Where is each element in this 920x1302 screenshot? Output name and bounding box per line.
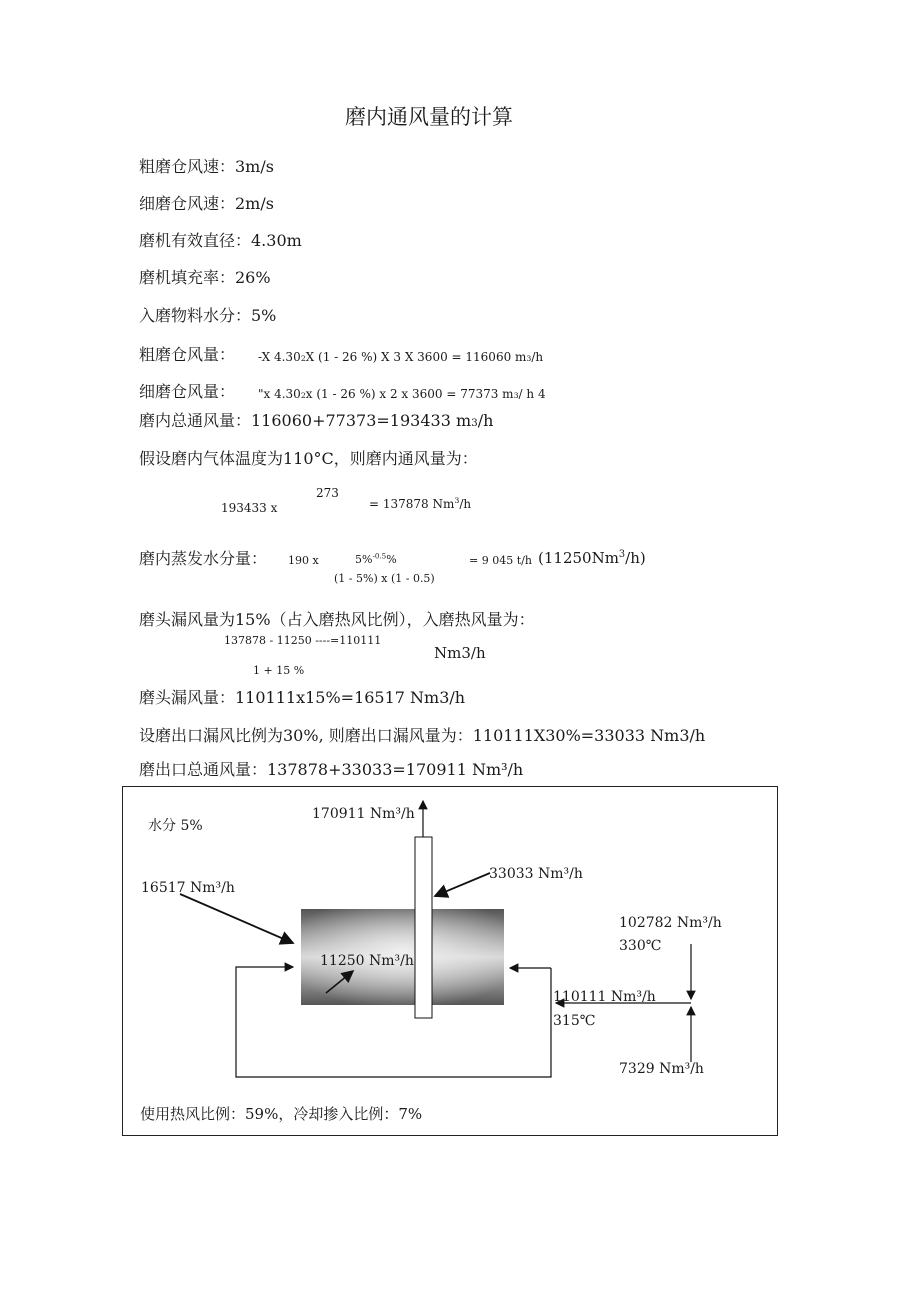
std-numerator: 273 <box>316 486 339 500</box>
coarse-air-sub2: 3 <box>526 354 532 363</box>
flow-diagram <box>122 786 778 1136</box>
evap-num-sup: -0.5 <box>372 551 387 561</box>
diagram-outlet-leak: 33033 Nm³/h <box>489 866 583 882</box>
coarse-air-post: /h <box>531 350 544 364</box>
coarse-air-pre: -X 4.30 <box>258 350 301 364</box>
std-right-sup: 3 <box>454 496 460 505</box>
fine-air-post: / h 4 <box>518 387 546 401</box>
evap-paren-post: /h) <box>625 549 646 567</box>
fine-air-sub2: 3 <box>513 391 519 400</box>
diagram-hot-in: 102782 Nm³/h <box>619 915 722 931</box>
diagram-moisture: 水分 5% <box>148 818 203 834</box>
evap-num: 5% <box>355 553 373 566</box>
fine-air-mid: x (1 - 26 %) x 2 x 3600 = 77373 m <box>305 387 514 401</box>
fine-air-sub: 2 <box>300 391 306 400</box>
assume-temp-line: 假设磨内气体温度为110°C，则磨内通风量为： <box>139 449 478 468</box>
diagram-hot-temp: 330℃ <box>619 938 662 954</box>
evap-paren <box>538 551 646 566</box>
total-air-sub: 3 <box>471 417 478 429</box>
std-right <box>369 498 471 510</box>
std-left: 193433 x <box>221 501 278 515</box>
diameter-line: 磨机有效直径：4.30m <box>139 231 302 250</box>
fine-air-pre: "x 4.30 <box>258 387 301 401</box>
head-leak-line: 磨头漏风量：110111x15%=16517 Nm3/h <box>139 688 466 707</box>
evap-numerator <box>355 551 397 566</box>
evap-label: 磨内蒸发水分量： <box>139 549 268 568</box>
coarse-speed-line: 粗磨仓风速：3m/s <box>139 157 274 176</box>
hot-calc-numerator: 137878 - 11250 ----=110111 <box>224 634 382 647</box>
diagram-top-out: 170911 Nm³/h <box>312 806 415 822</box>
evap-left: 190 x <box>288 554 319 567</box>
evap-result: = 9 045 t/h <box>469 554 532 567</box>
outlet-leak-arrow <box>435 873 490 896</box>
head-leak-arrow <box>180 894 293 943</box>
flow-diagram-graphics <box>123 787 779 1137</box>
diagram-mix-flow: 110111 Nm³/h <box>553 989 656 1005</box>
diagram-evap: 11250 Nm³/h <box>320 953 414 969</box>
total-air-pre: 磨内总通风量：116060+77373=193433 m <box>139 411 472 430</box>
moisture-line: 入磨物料水分：5% <box>139 306 277 325</box>
evap-paren-sup: 3 <box>618 549 626 560</box>
diagram-head-leak: 16517 Nm³/h <box>141 880 235 896</box>
fine-air-label: 细磨仓风量： <box>139 382 236 401</box>
hot-calc-unit: Nm3/h <box>434 644 486 662</box>
total-air-line <box>139 413 493 429</box>
outlet-leak-line: 设磨出口漏风比例为30%, 则磨出口漏风量为：110111X30%=33033 Nm3/h <box>139 726 706 745</box>
fine-speed-line: 细磨仓风速：2m/s <box>139 194 274 213</box>
outlet-pipe <box>415 837 432 1018</box>
coarse-air-sub: 2 <box>300 354 306 363</box>
hot-calc-denominator: 1 + 15 % <box>253 664 305 677</box>
coarse-air-mid: X (1 - 26 %) X 3 X 3600 = 116060 m <box>305 350 527 364</box>
std-right-unit: /h <box>459 497 472 511</box>
coarse-air-formula <box>258 351 543 363</box>
std-right-text: = 137878 Nm <box>369 497 455 511</box>
evap-denominator: (1 - 5%) x (1 - 0.5) <box>334 572 435 585</box>
page-title: 磨内通风量的计算 <box>345 105 513 129</box>
total-air-post: /h <box>477 411 494 430</box>
evap-paren-pre: (11250Nm <box>538 549 619 567</box>
outlet-total-line: 磨出口总通风量：137878+33033=170911 Nm³/h <box>139 760 524 779</box>
diagram-ratio-note: 使用热风比例：59%，冷却掺入比例：7% <box>140 1105 423 1123</box>
evap-num-post: % <box>386 553 397 566</box>
diagram-cold-in: 7329 Nm³/h <box>619 1061 704 1077</box>
fine-air-formula <box>258 388 546 400</box>
head-leak-intro: 磨头漏风量为15%（占入磨热风比例），入磨热风量为： <box>139 610 535 629</box>
coarse-air-label: 粗磨仓风量： <box>139 345 236 364</box>
fill-rate-line: 磨机填充率：26% <box>139 268 271 287</box>
diagram-mix-temp: 315℃ <box>553 1013 596 1029</box>
